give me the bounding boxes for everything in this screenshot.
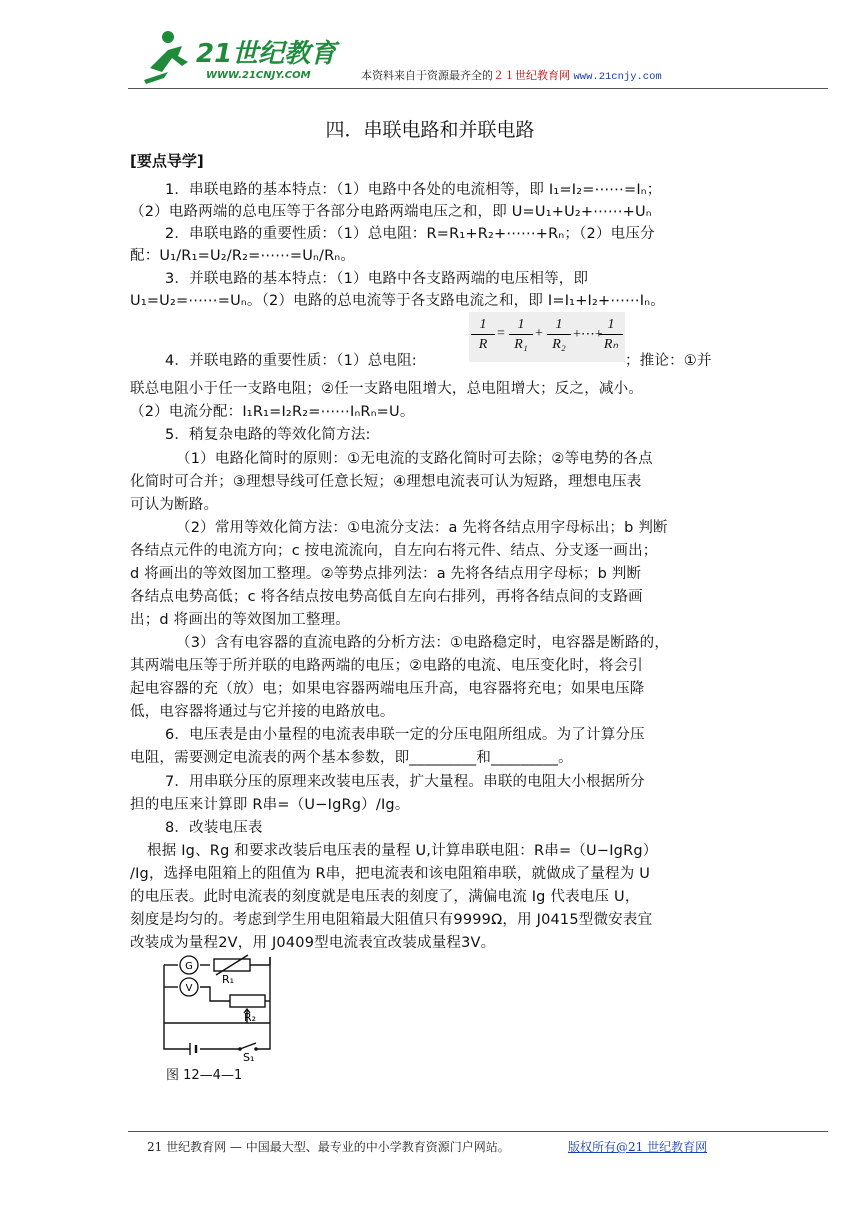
text-line: 刻度是均匀的。考虑到学生用电阻箱最大阻值只有9999Ω，用 J0415型微安表宜 — [130, 912, 653, 928]
footer-copyright-link[interactable]: 版权所有@21 世纪教育网 — [568, 1140, 708, 1154]
formula-num: 1 — [509, 316, 533, 335]
formula-eq: = — [497, 326, 505, 341]
text-line: 担的电压来计算即 R串=（U−IgRg）/Ig。 — [130, 797, 410, 813]
text-line: U₁=U₂=⋯⋯=Uₙ。（2）电路的总电流等于各支路电流之和，即 I=I₁+I₂+⋯⋯Iₙ。 — [130, 293, 665, 309]
logo-text: 21世纪教育 — [196, 39, 337, 69]
formula-dots: +⋯+ — [573, 327, 603, 342]
formula-plus: + — [535, 326, 543, 341]
text-line: 5．稍复杂电路的等效化简方法: — [165, 427, 371, 443]
formula-den: R — [478, 337, 488, 352]
r2-label: R₂ — [244, 1011, 257, 1024]
text-line: 2．串联电路的重要性质：（1）总电阻：R=R₁+R₂+⋯⋯+Rₙ；（2）电压分 — [165, 226, 655, 242]
header-note — [361, 67, 662, 83]
footer-rule — [128, 1131, 828, 1132]
text-line: 起电容器的充（放）电；如果电容器两端电压升高，电容器将充电；如果电压降 — [130, 681, 645, 697]
text-line: （3）含有电容器的直流电路的分析方法：①电路稳定时，电容器是断路的， — [176, 635, 670, 651]
text-line: 7．用串联分压的原理来改装电压表，扩大量程。串联的电阻大小根据所分 — [165, 774, 645, 790]
formula-lhs — [471, 316, 495, 355]
text-line: （2）电路两端的总电压等于各部分电路两端电压之和，即 U=U₁+U₂+⋯⋯+Uₙ — [130, 204, 652, 220]
formula-term-2 — [547, 316, 571, 355]
text-line: 8．改装电压表 — [165, 820, 263, 836]
text-line: 各结点元件的电流方向；c 按电流流向，自左向右将元件、结点、分支逐一画出； — [130, 543, 658, 559]
text-line: /Ig，选择电阻箱上的阻值为 R串，把电流表和该电阻箱串联，就做成了量程为 U — [130, 866, 651, 882]
text-line: 可认为断路。 — [130, 497, 219, 513]
text-line: 3．并联电路的基本特点：（1）电路中各支路两端的电压相等，即 — [165, 271, 589, 287]
text-line: d 将画出的等效图加工整理。②等势点排列法：a 先将各结点用字母标；b 判断 — [130, 566, 642, 582]
text-line: 联总电阻小于任一支路电阻；②任一支路电阻增大，总电阻增大；反之，减小。 — [130, 381, 643, 397]
logo-url: WWW.21CNJY.COM — [206, 70, 311, 81]
s1-label: S₁ — [243, 1051, 255, 1063]
formula-num: 1 — [471, 316, 495, 335]
header-note-url[interactable]: www.21cnjy.com — [573, 71, 662, 83]
text-line: （1）电路化简时的原则：①无电流的支路化简时可去除；②等电势的各点 — [176, 451, 653, 467]
text-line: 改装成为量程2V，用 J0409型电流表宜改装成量程3V。 — [130, 935, 496, 951]
r1-label: R₁ — [222, 973, 235, 986]
figure-caption: 图 12—4—1 — [166, 1068, 243, 1083]
header-rule — [128, 88, 828, 89]
page-title: 四．串联电路和并联电路 — [325, 119, 535, 141]
text-line: 根据 Ig、Rg 和要求改装后电压表的量程 U,计算串联电阻：R串=（U−IgRg） — [147, 843, 658, 859]
text-line: 其两端电压等于所并联的电路两端的电压；②电路的电流、电压变化时，将会引 — [130, 658, 643, 674]
circuit-diagram — [160, 953, 280, 1063]
formula-den: Rₙ — [603, 337, 619, 352]
section-heading: [要点导学] — [130, 152, 204, 170]
text-line: 化简时可合并；③理想导线可任意长短；④理想电流表可认为短路，理想电压表 — [130, 474, 642, 490]
parallel-resistance-formula — [469, 312, 625, 362]
formula-term-n — [599, 316, 623, 355]
text-line: （2）电流分配：I₁R₁=I₂R₂=⋯⋯IₙRₙ=U。 — [130, 404, 415, 420]
text-line: （2）常用等效化简方法：①电流分支法：a 先将各结点用字母标出；b 判断 — [176, 520, 668, 536]
text-line: 出；d 将画出的等效图加工整理。 — [130, 612, 351, 628]
text-line: 6．电压表是由小量程的电流表串联一定的分压电阻所组成。为了计算分压 — [165, 727, 645, 743]
logo — [138, 28, 348, 88]
text-line: 低，电容器将通过与它并接的电路放电。 — [130, 704, 395, 720]
voltmeter-label: V — [185, 983, 193, 994]
formula-term-1 — [509, 316, 533, 355]
galvanometer-label: G — [185, 961, 193, 972]
text-line: 电阻，需要测定电流表的两个基本参数，即_________和_________。 — [130, 750, 573, 766]
text-line: 4．并联电路的重要性质：（1）总电阻: — [165, 353, 417, 369]
header-note-prefix: 本资料来自于资源最齐全的 — [361, 69, 493, 82]
text-line: 的电压表。此时电流表的刻度就是电压表的刻度了，满偏电流 Ig 代表电压 U， — [130, 889, 640, 905]
page-header — [128, 28, 828, 90]
footer-text: 21 世纪教育网 — 中国最大型、最专业的中小学教育资源门户网站。 — [147, 1140, 510, 1154]
text-line: 1．串联电路的基本特点：（1）电路中各处的电流相等，即 I₁=I₂=⋯⋯=Iₙ； — [165, 182, 662, 198]
formula-den: R₁ — [514, 337, 528, 352]
text-line: ；推论：①并 — [625, 353, 712, 369]
header-note-brand[interactable]: ２１世纪教育网 — [493, 69, 570, 82]
text-line: 各结点电势高低；c 将各结点按电势高低自左向右排列，再将各结点间的支路画 — [130, 589, 643, 605]
text-line: 配：U₁/R₁=U₂/R₂=⋯⋯=Uₙ/Rₙ。 — [130, 248, 356, 264]
formula-num: 1 — [547, 316, 571, 335]
formula-den: R₂ — [552, 337, 566, 352]
formula-num: 1 — [599, 316, 623, 335]
